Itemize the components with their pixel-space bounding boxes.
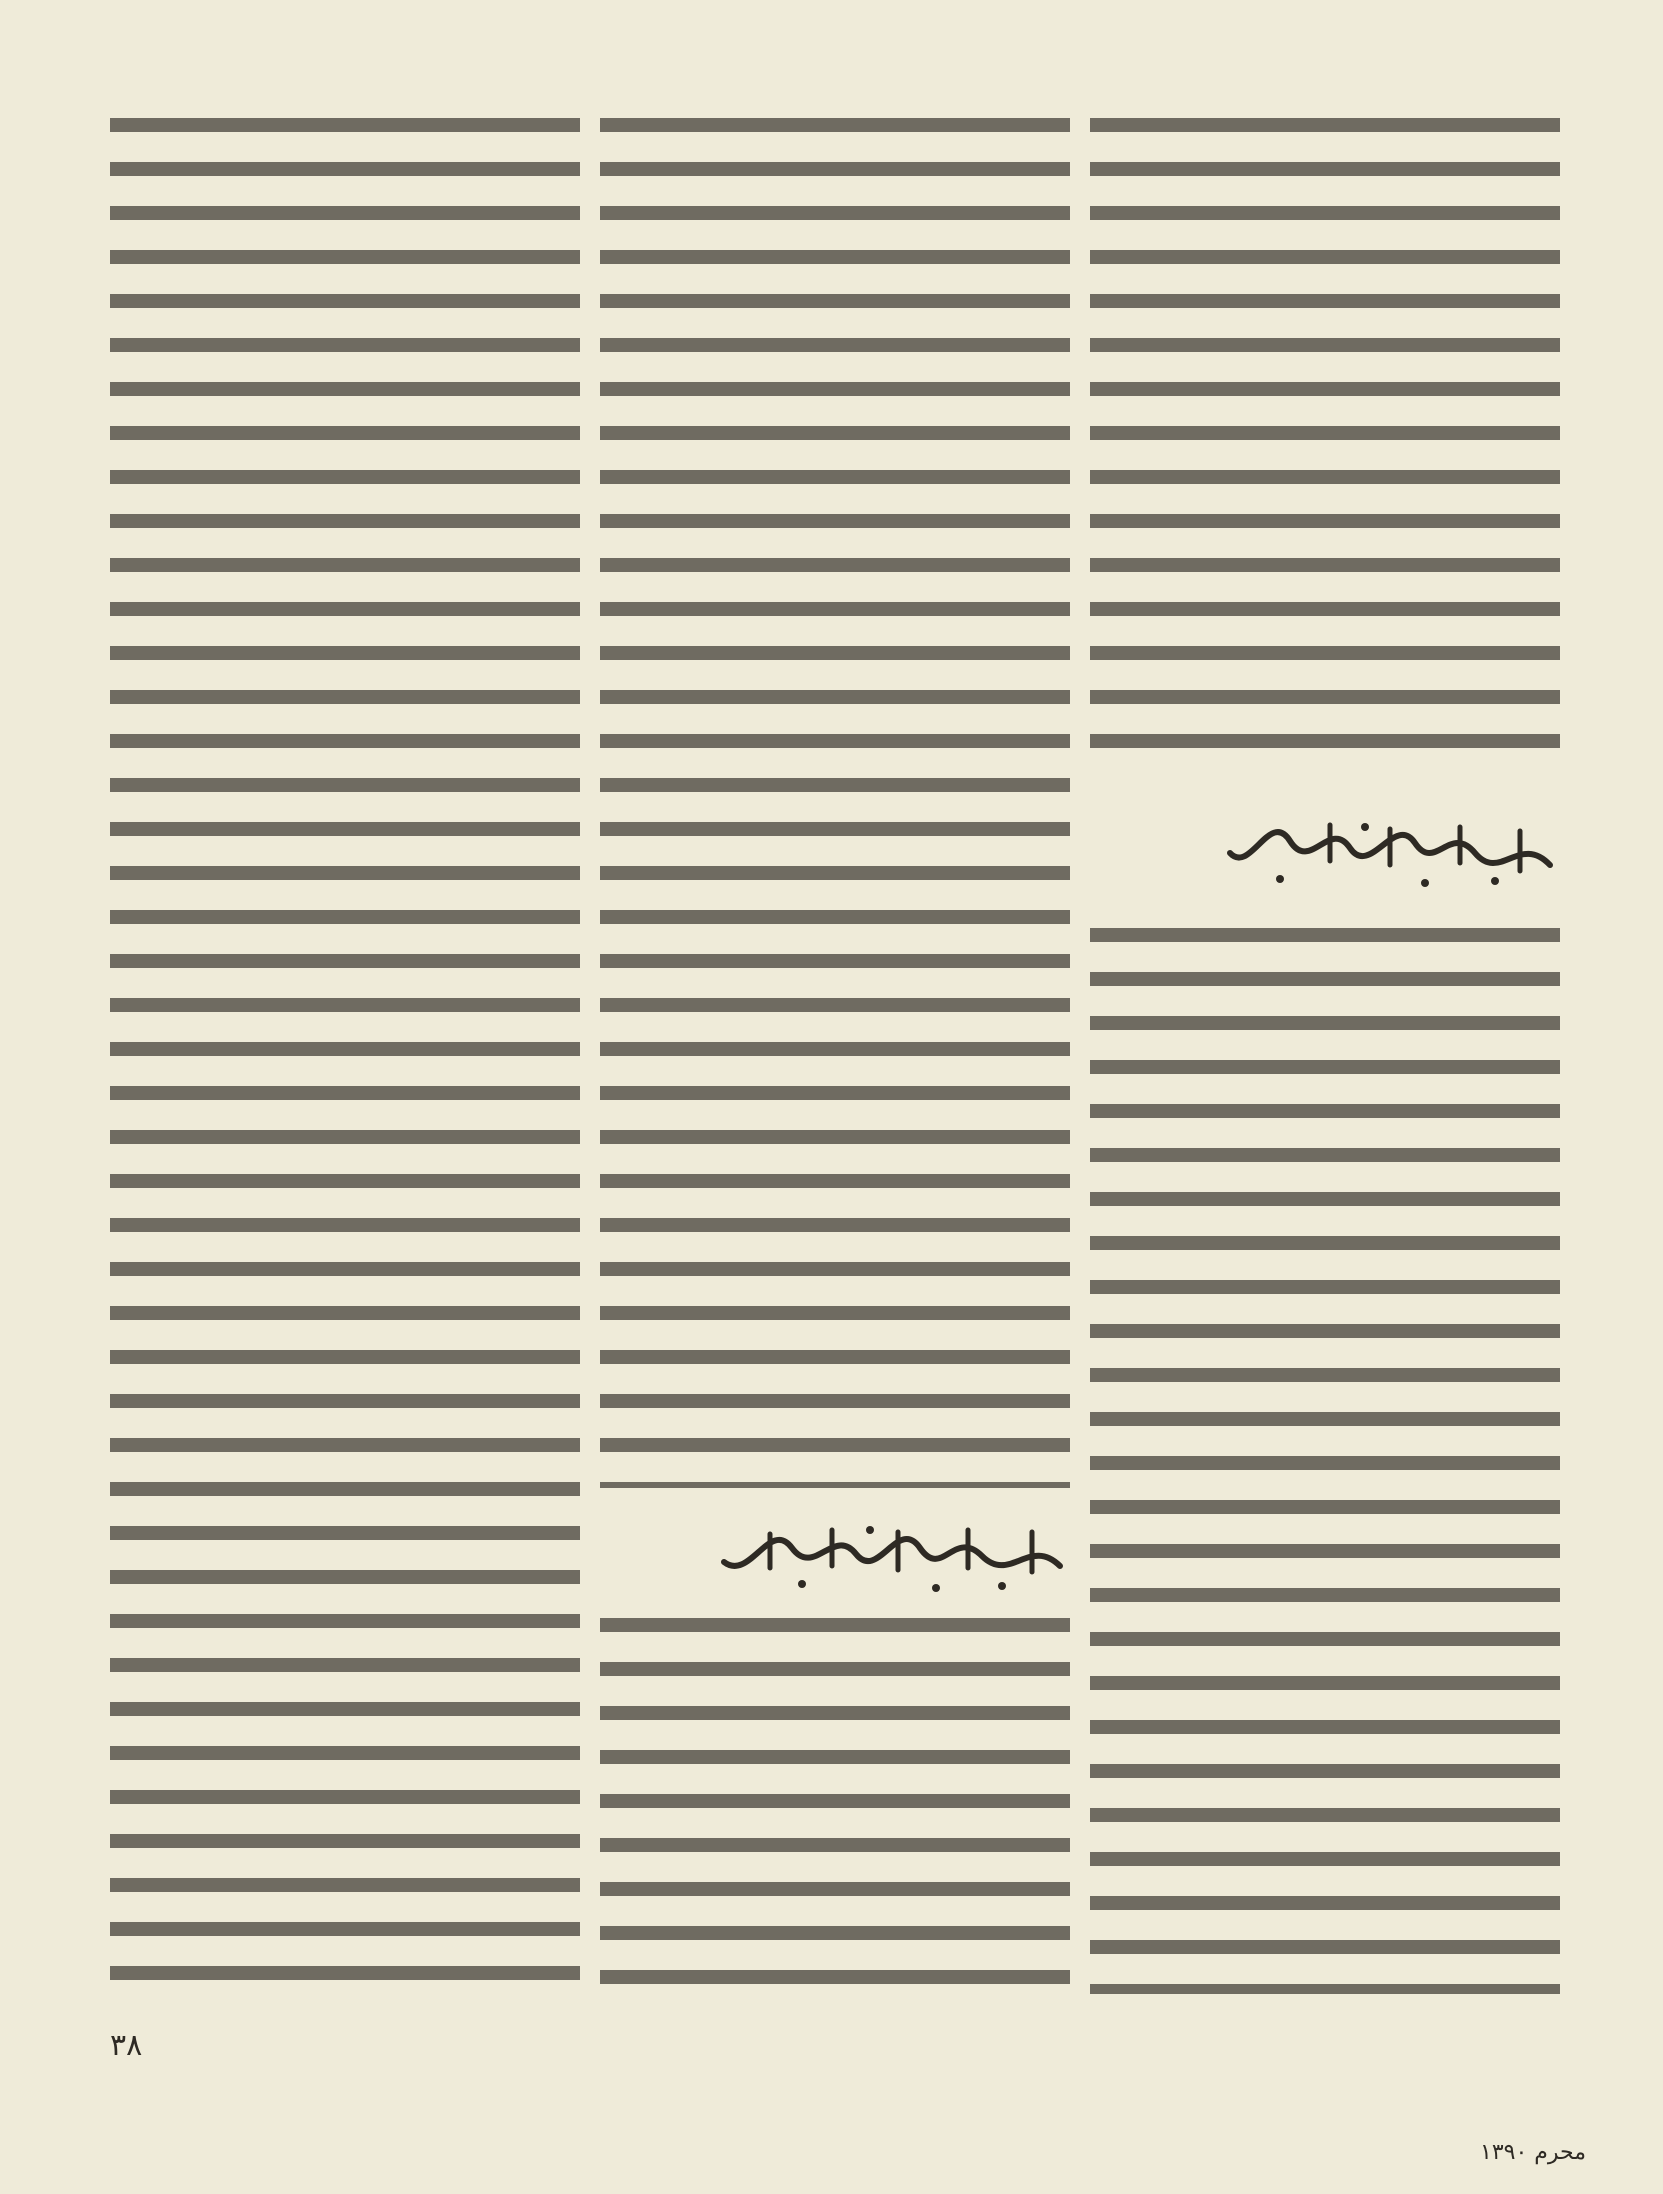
article-text (600, 1608, 1070, 1994)
article-text (1090, 108, 1560, 778)
section-heading-calligraphy (710, 1518, 1070, 1598)
section-heading-calligraphy (1220, 813, 1560, 893)
article-text (1090, 918, 1560, 1994)
page-number: ٣٨ (110, 2028, 143, 2063)
issue-date: محرم ١٣٩٠ (1480, 2140, 1587, 2165)
column-left (110, 108, 580, 1994)
article-text (600, 108, 1070, 1488)
column-right (1090, 108, 1560, 1994)
column-middle (600, 108, 1070, 1994)
article-text (110, 108, 580, 1994)
